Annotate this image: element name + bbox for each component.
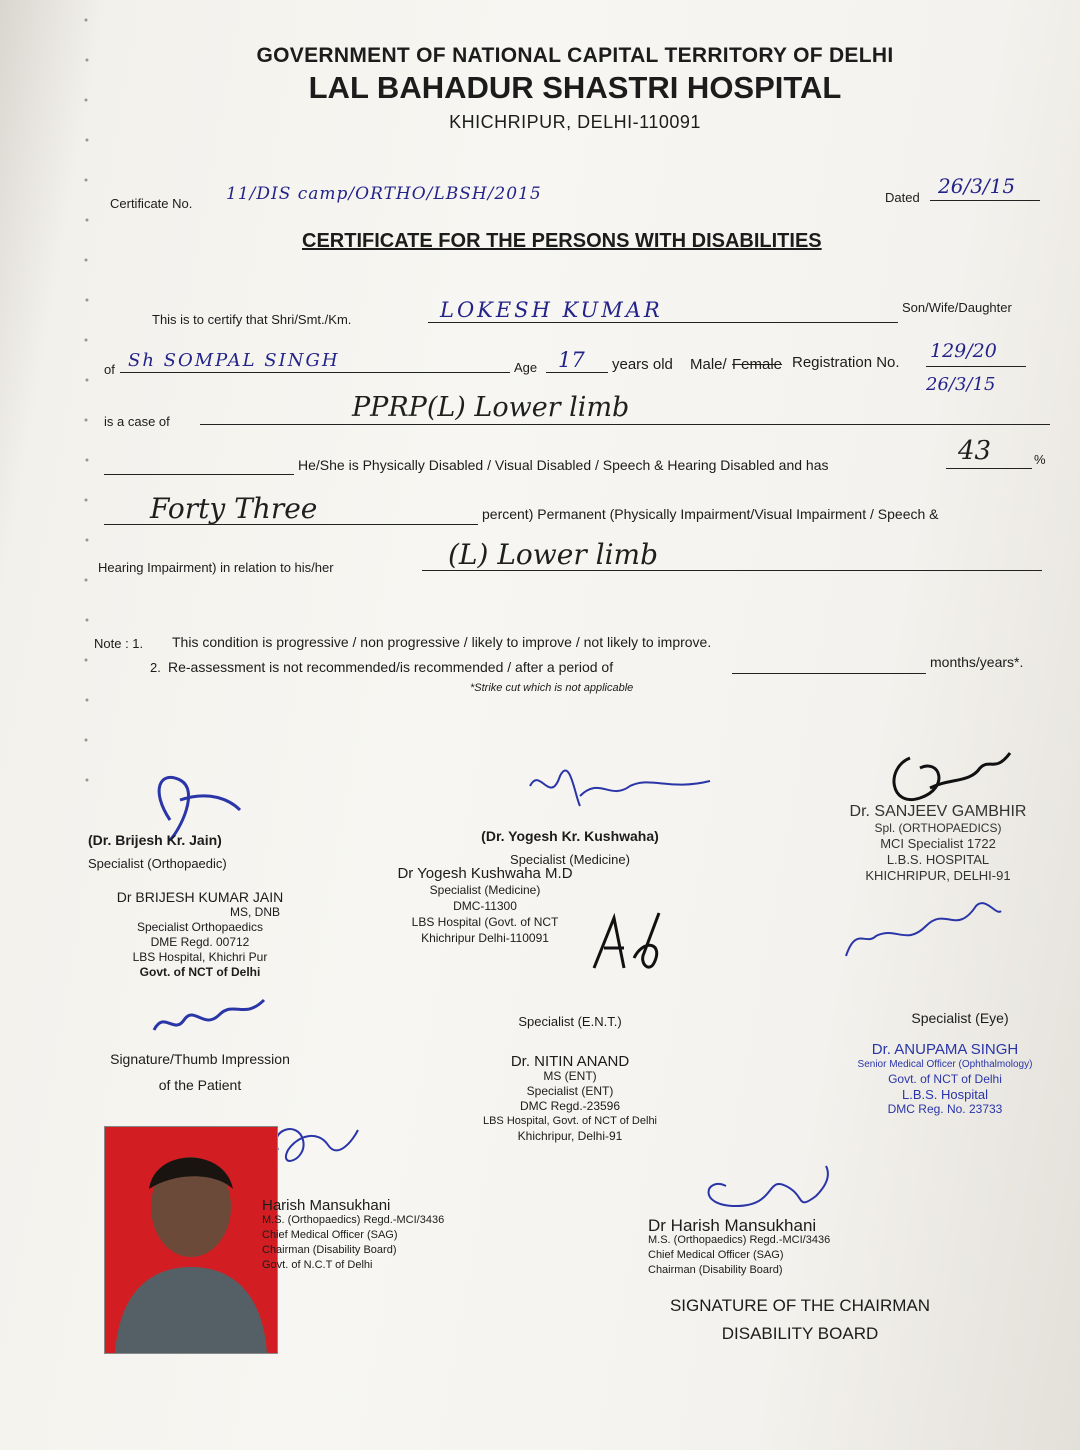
perforated-edge (78, 0, 98, 1450)
relation-value: (L) Lower limb (448, 538, 658, 571)
registration-line (926, 366, 1026, 367)
jain-stamp-line: Dr BRIJESH KUMAR JAIN (116, 889, 284, 905)
hospital-name: LAL BAHADUR SHASTRI HOSPITAL (308, 70, 842, 105)
note1-text: This condition is progressive / non progressive / likely to improve / not likely to improve. (172, 634, 712, 650)
registration-no: 129/20 (930, 340, 997, 362)
anand-stamp-line: MS (ENT) (543, 1069, 597, 1083)
photo-stamp-line: M.S. (Orthopaedics) Regd.-MCI/3436 (262, 1214, 445, 1226)
percent-value: 43 (958, 436, 992, 466)
patient-name: LOKESH KUMAR (440, 298, 663, 322)
percent-sign: % (1034, 452, 1046, 467)
jain-name: (Dr. Brijesh Kr. Jain) (88, 832, 222, 848)
jain-stamp-line: MS, DNB (229, 905, 280, 919)
permanent-text: percent) Permanent (Physically Impairment/Visual Impairment / Speech & (482, 506, 939, 522)
kushwaha-stamp-line: Dr Yogesh Kushwaha M.D (397, 865, 573, 882)
parent-name: Sh SOMPAL SINGH (128, 350, 340, 371)
case-value: PPRP(L) Lower limb (352, 392, 630, 423)
kushwaha-stamp-line: Khichripur Delhi-110091 (421, 931, 549, 945)
of-label: of (104, 362, 115, 377)
case-line (200, 424, 1050, 425)
patient-signature (144, 990, 274, 1050)
photo-stamp-line: Chairman (Disability Board) (262, 1244, 397, 1256)
relation-label: Son/Wife/Daughter (902, 300, 1012, 315)
kushwaha-role: Specialist (Medicine) (510, 852, 630, 867)
hearing-label: Hearing Impairment) in relation to his/her (98, 560, 334, 575)
chairman-label-line: SIGNATURE OF THE CHAIRMAN (669, 1296, 931, 1315)
dated-value: 26/3/15 (938, 174, 1016, 198)
singh-stamp-line: Govt. of NCT of Delhi (888, 1072, 1002, 1086)
certify-label: This is to certify that Shri/Smt./Km. (152, 312, 352, 327)
dated-label: Dated (885, 190, 920, 205)
chairman-stamp-line: M.S. (Orthopaedics) Regd.-MCI/3436 (648, 1234, 831, 1246)
kushwaha-stamp (350, 866, 620, 946)
blank-line (104, 474, 294, 475)
certificate-title: CERTIFICATE FOR THE PERSONS WITH DISABILITIES (302, 230, 822, 252)
case-label: is a case of (104, 414, 170, 429)
chairman-stamp (648, 1218, 830, 1278)
anand-stamp-line: Dr. NITIN ANAND (510, 1053, 630, 1070)
anand-stamp-line: DMC Regd.-23596 (519, 1099, 621, 1113)
gambhir-stamp-line: Spl. (ORTHOPAEDICS) (874, 821, 1002, 835)
eye-signature (836, 886, 1006, 976)
gambhir-stamp-line: L.B.S. HOSPITAL (886, 852, 990, 867)
certificate-no-label: Certificate No. (110, 196, 193, 211)
certificate-no-value: 11/DIS camp/ORTHO/LBSH/2015 (226, 184, 542, 204)
percent-words: Forty Three (150, 492, 318, 525)
gambhir-stamp-line: KHICHRIPUR, DELHI-91 (865, 868, 1011, 883)
age-value: 17 (558, 348, 585, 372)
kushwaha-stamp-line: DMC-11300 (453, 899, 517, 913)
registration-date: 26/3/15 (926, 374, 996, 395)
patient-signature-label-line: Signature/Thumb Impression (110, 1051, 290, 1067)
note2-prefix: 2. (150, 660, 161, 675)
photo-stamp (262, 1198, 444, 1273)
kushwaha-stamp-line: Specialist (Medicine) (429, 883, 541, 897)
gambhir-stamp-line: Dr. SANJEEV GAMBHIR (849, 803, 1027, 820)
gambhir-stamp-line: MCI Specialist 1722 (880, 836, 996, 851)
photo-stamp-line: Harish Mansukhani (262, 1197, 391, 1214)
chairman-label (620, 1292, 980, 1348)
person-silhouette-icon (105, 1127, 277, 1353)
anand-stamp-line: LBS Hospital, Govt. of NCT of Delhi (482, 1115, 658, 1127)
chairman-stamp-line: Dr Harish Mansukhani (648, 1216, 817, 1235)
jain-stamp-line: Specialist Orthopaedics (136, 920, 264, 934)
govt-heading: GOVERNMENT OF NATIONAL CAPITAL TERRITORY OF DELHI (256, 44, 894, 67)
kushwaha-signature (520, 756, 720, 826)
ent-role: Specialist (E.N.T.) (518, 1014, 622, 1029)
chairman-stamp-line: Chairman (Disability Board) (648, 1264, 783, 1276)
jain-stamp-line: Govt. of NCT of Delhi (139, 965, 261, 979)
gambhir-stamp (818, 804, 1058, 884)
anand-stamp-line: Specialist (ENT) (526, 1084, 614, 1098)
hospital-address: KHICHRIPUR, DELHI-110091 (449, 112, 701, 132)
kushwaha-stamp-line: LBS Hospital (Govt. of NCT (411, 915, 559, 929)
age-line (546, 372, 608, 373)
photo-stamp-line: Govt. of N.C.T of Delhi (262, 1259, 373, 1271)
chairman-label-line: DISABILITY BOARD (721, 1324, 879, 1343)
note2-suffix: months/years*. (930, 654, 1024, 670)
singh-stamp-line: Senior Medical Officer (Ophthalmology) (857, 1059, 1033, 1070)
dated-line (930, 200, 1040, 201)
age-label: Age (514, 360, 538, 375)
kushwaha-name: (Dr. Yogesh Kr. Kushwaha) (481, 828, 659, 844)
note2-text: Re-assessment is not recommended/is recommended / after a period of (168, 659, 614, 675)
percent-line (946, 468, 1032, 469)
jain-stamp-line: DME Regd. 00712 (150, 935, 250, 949)
note1-prefix: Note : 1. (94, 636, 144, 651)
years-label: years old (612, 356, 673, 373)
chairman-stamp-line: Chief Medical Officer (SAG) (648, 1249, 784, 1261)
singh-stamp-line: L.B.S. Hospital (902, 1087, 988, 1102)
patient-photo (104, 1126, 278, 1354)
singh-stamp (830, 1042, 1060, 1117)
registration-label: Registration No. (792, 354, 900, 371)
male-option: Male/ (690, 356, 727, 373)
parent-line (120, 372, 510, 373)
disabled-text: He/She is Physically Disabled / Visual Disabled / Speech & Hearing Disabled and has (298, 457, 829, 473)
anand-stamp (440, 1054, 700, 1144)
patient-signature-label (70, 1046, 330, 1098)
jain-stamp-line: LBS Hospital, Khichri Pur (132, 950, 268, 964)
jain-role: Specialist (Orthopaedic) (88, 856, 227, 871)
period-line (732, 673, 926, 674)
name-line (428, 322, 898, 323)
anand-stamp-line: Khichripur, Delhi-91 (517, 1129, 623, 1143)
photo-stamp-line: Chief Medical Officer (SAG) (262, 1229, 398, 1241)
eye-role: Specialist (Eye) (911, 1010, 1009, 1026)
singh-stamp-line: DMC Reg. No. 23733 (887, 1102, 1003, 1116)
singh-stamp-line: Dr. ANUPAMA SINGH (871, 1041, 1019, 1058)
strike-note: *Strike cut which is not applicable (470, 682, 634, 694)
female-option: Female (732, 356, 783, 373)
patient-signature-label-line: of the Patient (158, 1077, 242, 1093)
jain-stamp (80, 890, 320, 980)
